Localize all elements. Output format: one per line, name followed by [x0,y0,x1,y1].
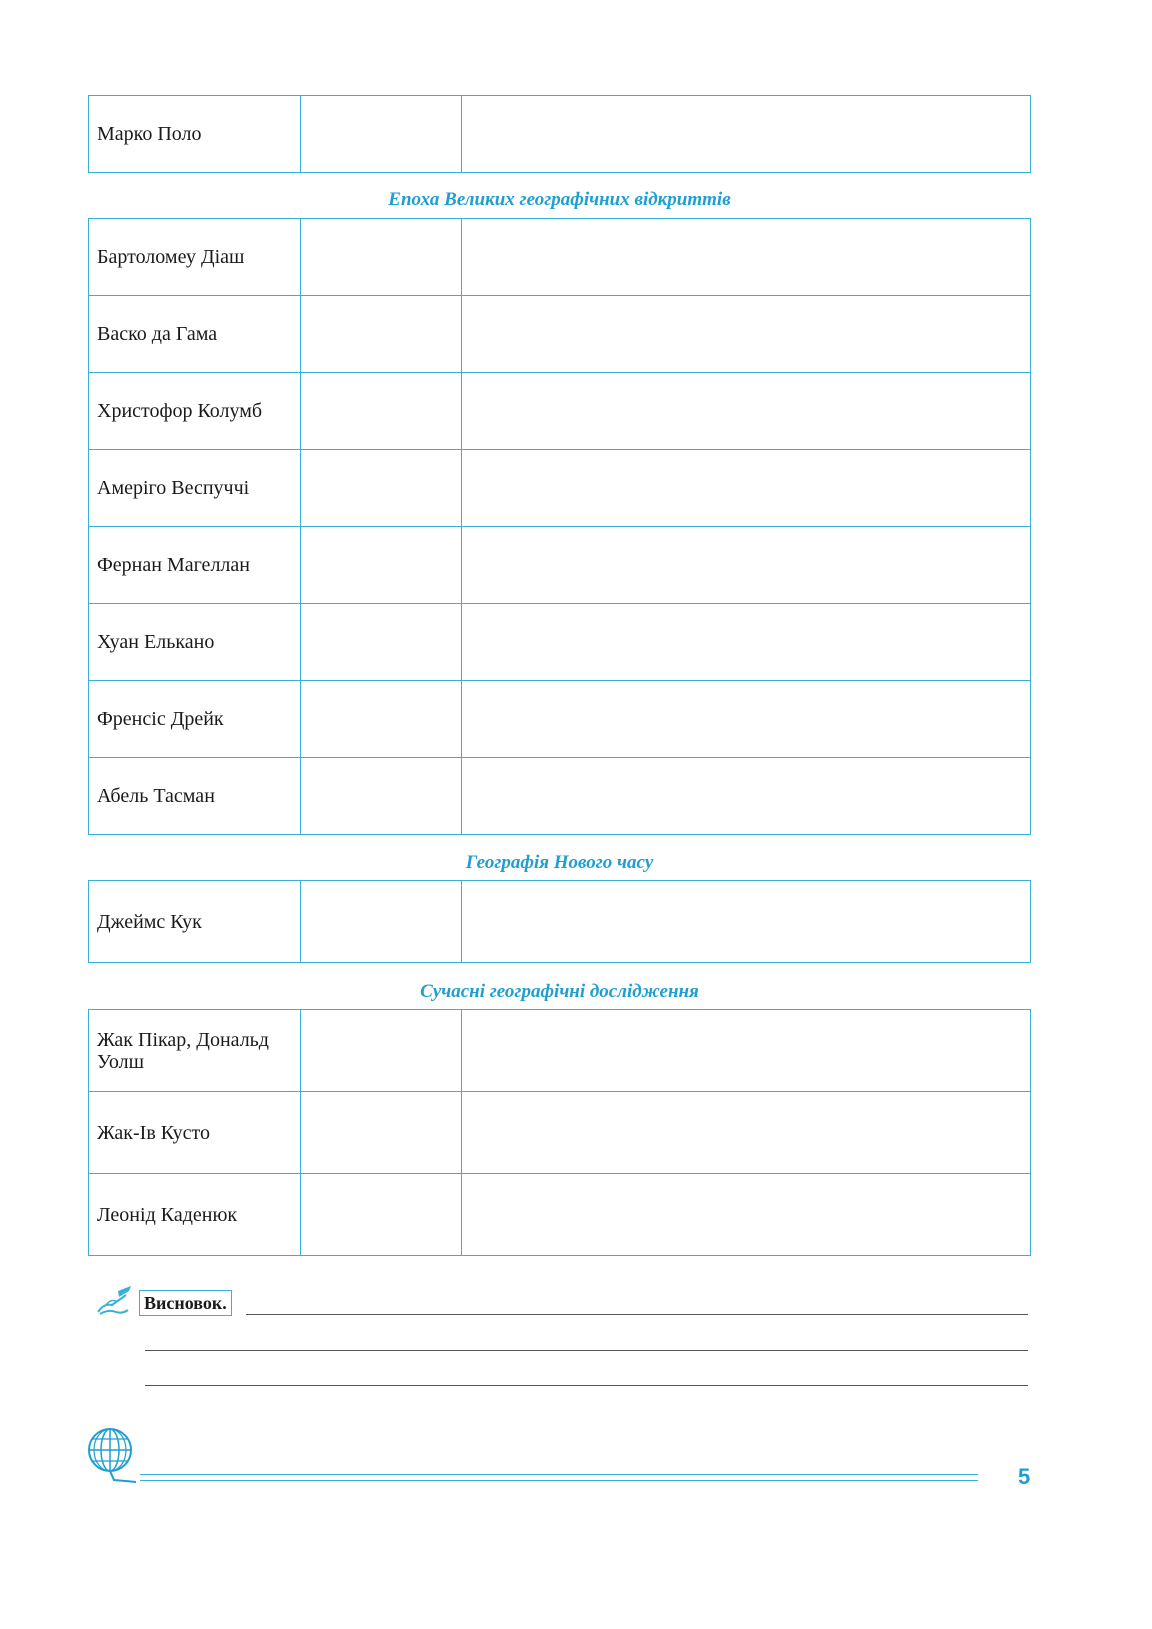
answer-cell[interactable] [462,1010,1031,1092]
researcher-name: Жак Пікар, Дональд Уолш [89,1010,301,1092]
answer-cell[interactable] [301,219,462,296]
answer-cell[interactable] [462,527,1031,604]
pen-hand-icon [96,1285,134,1317]
answer-cell[interactable] [301,527,462,604]
answer-cell[interactable] [301,1010,462,1092]
answer-cell[interactable] [301,758,462,835]
answer-cell[interactable] [462,758,1031,835]
answer-cell[interactable] [462,373,1031,450]
answer-cell[interactable] [462,604,1031,681]
answer-cell[interactable] [462,219,1031,296]
researcher-name: Христофор Колумб [89,373,301,450]
section-title: Географія Нового часу [465,852,654,873]
answer-cell[interactable] [462,450,1031,527]
footer-line [140,1480,978,1481]
table-row [89,296,1031,373]
researcher-name: Амеріго Веспуччі [89,450,301,527]
section-title: Сучасні географічні дослідження [420,981,699,1002]
table-row [89,219,1031,296]
table-row [89,604,1031,681]
answer-cell[interactable] [462,296,1031,373]
answer-cell[interactable] [462,1092,1031,1174]
researchers-table-medieval [88,95,1031,173]
answer-cell[interactable] [462,1174,1031,1256]
table-row [89,527,1031,604]
researcher-name: Марко Поло [89,96,301,173]
answer-cell[interactable] [301,1174,462,1256]
answer-cell[interactable] [301,604,462,681]
writing-line[interactable] [246,1314,1028,1315]
researcher-name: Жак-Ів Кусто [89,1092,301,1174]
researcher-name: Фернан Магеллан [89,527,301,604]
footer-line [140,1474,978,1475]
table-row [89,450,1031,527]
researchers-table-modern [88,880,1031,963]
table-row [89,96,1031,173]
table-row [89,881,1031,963]
answer-cell[interactable] [462,881,1031,963]
researcher-name: Джеймс Кук [89,881,301,963]
table-row [89,1010,1031,1092]
answer-cell[interactable] [301,1092,462,1174]
answer-cell[interactable] [301,681,462,758]
answer-cell[interactable] [462,96,1031,173]
researcher-name: Леонід Каденюк [89,1174,301,1256]
answer-cell[interactable] [301,96,462,173]
researchers-table-discoveries [88,218,1031,835]
table-row [89,1092,1031,1174]
researcher-name: Бартоломеу Діаш [89,219,301,296]
researcher-name: Васко да Гама [89,296,301,373]
answer-cell[interactable] [301,373,462,450]
researcher-name: Хуан Елькано [89,604,301,681]
researcher-name: Френсіс Дрейк [89,681,301,758]
answer-cell[interactable] [462,681,1031,758]
researcher-name: Абель Тасман [89,758,301,835]
globe-icon [86,1426,140,1486]
writing-line[interactable] [145,1385,1028,1386]
answer-cell[interactable] [301,881,462,963]
writing-line[interactable] [145,1350,1028,1351]
table-row [89,758,1031,835]
answer-cell[interactable] [301,450,462,527]
table-row [89,681,1031,758]
section-title: Епоха Великих географічних відкриттів [388,189,731,210]
page-number: 5 [1018,1464,1031,1489]
table-row [89,1174,1031,1256]
researchers-table-contemporary [88,1009,1031,1256]
table-row [89,373,1031,450]
conclusion-label: Висновок. [139,1290,232,1316]
answer-cell[interactable] [301,296,462,373]
